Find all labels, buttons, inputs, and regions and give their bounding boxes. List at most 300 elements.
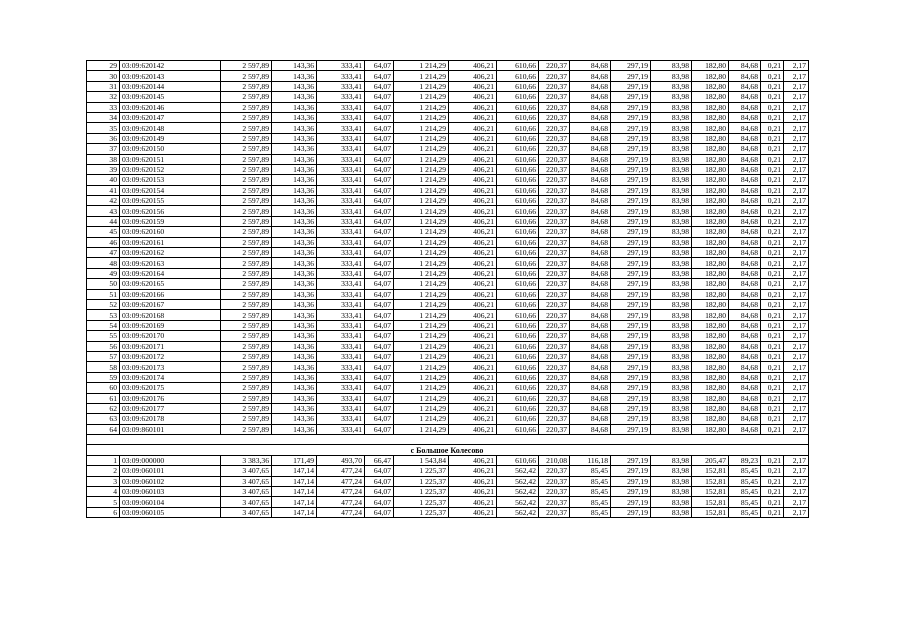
cadastral-code-cell: 03:09:620176: [120, 393, 221, 403]
row-number-cell: 45: [87, 227, 120, 237]
value-cell: 333,41: [317, 279, 365, 289]
value-cell: 84,68: [729, 216, 761, 226]
value-cell: 406,21: [449, 341, 497, 351]
value-cell: 83,98: [651, 164, 692, 174]
value-cell: 84,68: [729, 299, 761, 309]
value-cell: 64,07: [365, 175, 394, 185]
value-cell: 0,21: [761, 487, 784, 497]
cadastral-code-cell: 03:09:620150: [120, 144, 221, 154]
value-cell: 2,17: [784, 424, 809, 434]
value-cell: 2,17: [784, 372, 809, 382]
value-cell: 143,36: [272, 92, 317, 102]
value-cell: 562,42: [497, 507, 539, 517]
value-cell: 0,21: [761, 372, 784, 382]
value-cell: 610,66: [497, 331, 539, 341]
value-cell: 333,41: [317, 248, 365, 258]
value-cell: 84,68: [729, 393, 761, 403]
value-cell: 610,66: [497, 216, 539, 226]
table-row: [87, 487, 809, 497]
value-cell: 83,98: [651, 81, 692, 91]
value-cell: 116,18: [570, 455, 611, 465]
value-cell: 406,21: [449, 102, 497, 112]
row-number-cell: 59: [87, 372, 120, 382]
value-cell: 406,21: [449, 310, 497, 320]
value-cell: 220,37: [539, 92, 570, 102]
value-cell: 85,45: [570, 507, 611, 517]
value-cell: 84,68: [570, 403, 611, 413]
value-cell: 64,07: [365, 299, 394, 309]
value-cell: 84,68: [729, 112, 761, 122]
value-cell: 2,17: [784, 466, 809, 476]
blank-row: [87, 435, 809, 445]
value-cell: 406,21: [449, 154, 497, 164]
value-cell: 2,17: [784, 476, 809, 486]
value-cell: 1 214,29: [394, 299, 449, 309]
value-cell: 2 597,89: [221, 331, 272, 341]
value-cell: 83,98: [651, 455, 692, 465]
value-cell: 64,07: [365, 227, 394, 237]
value-cell: 143,36: [272, 383, 317, 393]
value-cell: 143,36: [272, 185, 317, 195]
cadastral-code-cell: 03:09:620153: [120, 175, 221, 185]
value-cell: 0,21: [761, 383, 784, 393]
value-cell: 64,07: [365, 133, 394, 143]
row-number-cell: 1: [87, 455, 120, 465]
value-cell: 84,68: [729, 102, 761, 112]
table-row: [87, 299, 809, 309]
value-cell: 143,36: [272, 268, 317, 278]
value-cell: 1 214,29: [394, 351, 449, 361]
value-cell: 1 225,37: [394, 476, 449, 486]
value-cell: 2 597,89: [221, 216, 272, 226]
value-cell: 2,17: [784, 383, 809, 393]
value-cell: 220,37: [539, 237, 570, 247]
value-cell: 297,19: [611, 362, 651, 372]
value-cell: 333,41: [317, 185, 365, 195]
value-cell: 0,21: [761, 175, 784, 185]
value-cell: 2 597,89: [221, 248, 272, 258]
value-cell: 2,17: [784, 507, 809, 517]
value-cell: 84,68: [570, 61, 611, 71]
value-cell: 220,37: [539, 133, 570, 143]
value-cell: 297,19: [611, 507, 651, 517]
value-cell: 182,80: [692, 175, 729, 185]
cadastral-code-cell: 03:09:620151: [120, 154, 221, 164]
value-cell: 83,98: [651, 507, 692, 517]
value-cell: 220,37: [539, 507, 570, 517]
value-cell: 333,41: [317, 154, 365, 164]
value-cell: 83,98: [651, 227, 692, 237]
value-cell: 64,07: [365, 71, 394, 81]
value-cell: 83,98: [651, 279, 692, 289]
cadastral-code-cell: 03:09:620168: [120, 310, 221, 320]
value-cell: 2,17: [784, 393, 809, 403]
value-cell: 610,66: [497, 196, 539, 206]
value-cell: 182,80: [692, 258, 729, 268]
table-row: [87, 133, 809, 143]
value-cell: 64,07: [365, 154, 394, 164]
value-cell: 182,80: [692, 341, 729, 351]
value-cell: 84,68: [570, 289, 611, 299]
value-cell: 1 214,29: [394, 331, 449, 341]
value-cell: 220,37: [539, 216, 570, 226]
cadastral-code-cell: 03:09:620171: [120, 341, 221, 351]
value-cell: 1 214,29: [394, 403, 449, 413]
value-cell: 0,21: [761, 455, 784, 465]
value-cell: 143,36: [272, 237, 317, 247]
value-cell: 297,19: [611, 268, 651, 278]
value-cell: 85,45: [570, 476, 611, 486]
value-cell: 610,66: [497, 71, 539, 81]
table-body-section: [87, 435, 809, 456]
value-cell: 83,98: [651, 237, 692, 247]
value-cell: 297,19: [611, 206, 651, 216]
value-cell: 182,80: [692, 383, 729, 393]
value-cell: 64,07: [365, 112, 394, 122]
value-cell: 143,36: [272, 351, 317, 361]
value-cell: 84,68: [570, 268, 611, 278]
value-cell: 220,37: [539, 320, 570, 330]
value-cell: 2 597,89: [221, 268, 272, 278]
value-cell: 610,66: [497, 237, 539, 247]
value-cell: 2,17: [784, 61, 809, 71]
value-cell: 610,66: [497, 144, 539, 154]
value-cell: 610,66: [497, 455, 539, 465]
value-cell: 0,21: [761, 476, 784, 486]
table-row: [87, 61, 809, 71]
value-cell: 83,98: [651, 383, 692, 393]
value-cell: 0,21: [761, 144, 784, 154]
value-cell: 84,68: [729, 289, 761, 299]
value-cell: 84,68: [570, 123, 611, 133]
value-cell: 64,07: [365, 320, 394, 330]
value-cell: 84,68: [729, 227, 761, 237]
value-cell: 0,21: [761, 112, 784, 122]
value-cell: 182,80: [692, 196, 729, 206]
cadastral-code-cell: 03:09:620169: [120, 320, 221, 330]
value-cell: 1 214,29: [394, 289, 449, 299]
cadastral-code-cell: 03:09:620162: [120, 248, 221, 258]
value-cell: 2,17: [784, 362, 809, 372]
value-cell: 84,68: [729, 123, 761, 133]
value-cell: 406,21: [449, 206, 497, 216]
value-cell: 182,80: [692, 289, 729, 299]
value-cell: 143,36: [272, 362, 317, 372]
value-cell: 2,17: [784, 196, 809, 206]
row-number-cell: 38: [87, 154, 120, 164]
value-cell: 84,68: [570, 144, 611, 154]
value-cell: 610,66: [497, 81, 539, 91]
value-cell: 182,80: [692, 133, 729, 143]
value-cell: 333,41: [317, 144, 365, 154]
value-cell: 84,68: [729, 154, 761, 164]
row-number-cell: 44: [87, 216, 120, 226]
cadastral-code-cell: 03:09:860101: [120, 424, 221, 434]
value-cell: 182,80: [692, 237, 729, 247]
value-cell: 2 597,89: [221, 133, 272, 143]
value-cell: 84,68: [729, 133, 761, 143]
value-cell: 220,37: [539, 310, 570, 320]
value-cell: 64,07: [365, 424, 394, 434]
table-row: [87, 320, 809, 330]
value-cell: 2,17: [784, 216, 809, 226]
value-cell: 84,68: [729, 403, 761, 413]
row-number-cell: 53: [87, 310, 120, 320]
row-number-cell: 36: [87, 133, 120, 143]
cadastral-code-cell: 03:09:060104: [120, 497, 221, 507]
cadastral-code-cell: 03:09:620149: [120, 133, 221, 143]
value-cell: 297,19: [611, 279, 651, 289]
value-cell: 143,36: [272, 81, 317, 91]
value-cell: 2 597,89: [221, 185, 272, 195]
row-number-cell: 51: [87, 289, 120, 299]
value-cell: 2 597,89: [221, 403, 272, 413]
value-cell: 84,68: [729, 185, 761, 195]
row-number-cell: 47: [87, 248, 120, 258]
cadastral-code-cell: 03:09:620147: [120, 112, 221, 122]
value-cell: 406,21: [449, 112, 497, 122]
table-row: [87, 92, 809, 102]
value-cell: 406,21: [449, 424, 497, 434]
value-cell: 84,68: [570, 383, 611, 393]
value-cell: 143,36: [272, 424, 317, 434]
value-cell: 143,36: [272, 289, 317, 299]
value-cell: 333,41: [317, 289, 365, 299]
cadastral-code-cell: 03:09:620178: [120, 414, 221, 424]
value-cell: 182,80: [692, 216, 729, 226]
table-row: [87, 507, 809, 517]
value-cell: 84,68: [729, 320, 761, 330]
row-number-cell: 63: [87, 414, 120, 424]
value-cell: 1 214,29: [394, 196, 449, 206]
value-cell: 2 597,89: [221, 144, 272, 154]
value-cell: 333,41: [317, 112, 365, 122]
value-cell: 64,07: [365, 258, 394, 268]
value-cell: 143,36: [272, 123, 317, 133]
value-cell: 220,37: [539, 424, 570, 434]
value-cell: 171,49: [272, 455, 317, 465]
value-cell: 610,66: [497, 92, 539, 102]
value-cell: 406,21: [449, 497, 497, 507]
value-cell: 2 597,89: [221, 237, 272, 247]
value-cell: 610,66: [497, 351, 539, 361]
value-cell: 84,68: [570, 372, 611, 382]
value-cell: 1 214,29: [394, 237, 449, 247]
value-cell: 64,07: [365, 92, 394, 102]
value-cell: 143,36: [272, 216, 317, 226]
value-cell: 147,14: [272, 476, 317, 486]
value-cell: 297,19: [611, 61, 651, 71]
table-row: [87, 331, 809, 341]
value-cell: 333,41: [317, 196, 365, 206]
table-row: [87, 144, 809, 154]
value-cell: 84,68: [729, 175, 761, 185]
value-cell: 0,21: [761, 102, 784, 112]
value-cell: 85,45: [729, 487, 761, 497]
value-cell: 1 214,29: [394, 268, 449, 278]
table-row: [87, 279, 809, 289]
table-row: [87, 112, 809, 122]
cadastral-code-cell: 03:09:620175: [120, 383, 221, 393]
row-number-cell: 31: [87, 81, 120, 91]
value-cell: 182,80: [692, 102, 729, 112]
value-cell: 83,98: [651, 71, 692, 81]
value-cell: 64,07: [365, 393, 394, 403]
value-cell: 2 597,89: [221, 424, 272, 434]
value-cell: 2,17: [784, 310, 809, 320]
value-cell: 0,21: [761, 362, 784, 372]
value-cell: 1 225,37: [394, 507, 449, 517]
value-cell: 2 597,89: [221, 154, 272, 164]
value-cell: 406,21: [449, 279, 497, 289]
value-cell: 297,19: [611, 154, 651, 164]
value-cell: 1 225,37: [394, 466, 449, 476]
row-number-cell: 33: [87, 102, 120, 112]
value-cell: 220,37: [539, 144, 570, 154]
value-cell: 220,37: [539, 351, 570, 361]
row-number-cell: 42: [87, 196, 120, 206]
value-cell: 182,80: [692, 61, 729, 71]
cadastral-code-cell: 03:09:060102: [120, 476, 221, 486]
value-cell: 493,70: [317, 455, 365, 465]
value-cell: 84,68: [570, 175, 611, 185]
value-cell: 84,68: [729, 341, 761, 351]
cadastral-code-cell: 03:09:620152: [120, 164, 221, 174]
value-cell: 406,21: [449, 455, 497, 465]
value-cell: 220,37: [539, 393, 570, 403]
value-cell: 3 383,36: [221, 455, 272, 465]
value-cell: 84,68: [729, 61, 761, 71]
value-cell: 143,36: [272, 154, 317, 164]
blank-cell: [87, 435, 809, 445]
value-cell: 1 214,29: [394, 175, 449, 185]
value-cell: 64,07: [365, 268, 394, 278]
row-number-cell: 55: [87, 331, 120, 341]
table-row: [87, 248, 809, 258]
value-cell: 297,19: [611, 299, 651, 309]
value-cell: 2 597,89: [221, 71, 272, 81]
value-cell: 143,36: [272, 331, 317, 341]
value-cell: 610,66: [497, 414, 539, 424]
value-cell: 406,21: [449, 61, 497, 71]
value-cell: 84,68: [729, 237, 761, 247]
value-cell: 83,98: [651, 102, 692, 112]
value-cell: 0,21: [761, 393, 784, 403]
value-cell: 610,66: [497, 206, 539, 216]
value-cell: 84,68: [729, 164, 761, 174]
value-cell: 297,19: [611, 414, 651, 424]
value-cell: 64,07: [365, 206, 394, 216]
value-cell: 406,21: [449, 185, 497, 195]
value-cell: 1 214,29: [394, 341, 449, 351]
value-cell: 610,66: [497, 299, 539, 309]
value-cell: 333,41: [317, 403, 365, 413]
cadastral-code-cell: 03:09:620166: [120, 289, 221, 299]
cadastral-code-cell: 03:09:620172: [120, 351, 221, 361]
value-cell: 182,80: [692, 299, 729, 309]
row-number-cell: 62: [87, 403, 120, 413]
value-cell: 297,19: [611, 71, 651, 81]
value-cell: 333,41: [317, 362, 365, 372]
value-cell: 333,41: [317, 341, 365, 351]
value-cell: 64,07: [365, 487, 394, 497]
value-cell: 333,41: [317, 227, 365, 237]
value-cell: 64,07: [365, 279, 394, 289]
value-cell: 2,17: [784, 175, 809, 185]
value-cell: 2 597,89: [221, 383, 272, 393]
value-cell: 220,37: [539, 299, 570, 309]
value-cell: 64,07: [365, 289, 394, 299]
value-cell: 2,17: [784, 133, 809, 143]
value-cell: 610,66: [497, 175, 539, 185]
cadastral-code-cell: 03:09:620154: [120, 185, 221, 195]
value-cell: 610,66: [497, 154, 539, 164]
value-cell: 143,36: [272, 310, 317, 320]
value-cell: 2,17: [784, 164, 809, 174]
value-cell: 406,21: [449, 216, 497, 226]
value-cell: 333,41: [317, 320, 365, 330]
value-cell: 610,66: [497, 248, 539, 258]
value-cell: 84,68: [570, 258, 611, 268]
value-cell: 220,37: [539, 279, 570, 289]
value-cell: 152,81: [692, 466, 729, 476]
value-cell: 406,21: [449, 81, 497, 91]
value-cell: 64,07: [365, 310, 394, 320]
value-cell: 297,19: [611, 102, 651, 112]
value-cell: 220,37: [539, 102, 570, 112]
value-cell: 143,36: [272, 341, 317, 351]
value-cell: 84,68: [570, 71, 611, 81]
value-cell: 220,37: [539, 289, 570, 299]
value-cell: 84,68: [570, 424, 611, 434]
value-cell: 83,98: [651, 351, 692, 361]
value-cell: 297,19: [611, 341, 651, 351]
value-cell: 182,80: [692, 154, 729, 164]
value-cell: 333,41: [317, 92, 365, 102]
section-header-row: [87, 445, 809, 455]
value-cell: 64,07: [365, 144, 394, 154]
value-cell: 2 597,89: [221, 206, 272, 216]
value-cell: 220,37: [539, 123, 570, 133]
value-cell: 297,19: [611, 216, 651, 226]
value-cell: 182,80: [692, 393, 729, 403]
table-row: [87, 383, 809, 393]
value-cell: 1 214,29: [394, 362, 449, 372]
value-cell: 182,80: [692, 310, 729, 320]
table-row: [87, 71, 809, 81]
value-cell: 64,07: [365, 414, 394, 424]
value-cell: 2,17: [784, 299, 809, 309]
row-number-cell: 43: [87, 206, 120, 216]
table-row: [87, 351, 809, 361]
value-cell: 2 597,89: [221, 164, 272, 174]
value-cell: 1 214,29: [394, 185, 449, 195]
cadastral-code-cell: 03:09:620160: [120, 227, 221, 237]
value-cell: 84,68: [729, 92, 761, 102]
value-cell: 2,17: [784, 268, 809, 278]
value-cell: 0,21: [761, 507, 784, 517]
value-cell: 610,66: [497, 123, 539, 133]
value-cell: 2 597,89: [221, 320, 272, 330]
value-cell: 0,21: [761, 206, 784, 216]
value-cell: 182,80: [692, 424, 729, 434]
table-row: [87, 185, 809, 195]
value-cell: 0,21: [761, 310, 784, 320]
row-number-cell: 61: [87, 393, 120, 403]
value-cell: 0,21: [761, 320, 784, 330]
value-cell: 1 214,29: [394, 216, 449, 226]
value-cell: 610,66: [497, 164, 539, 174]
